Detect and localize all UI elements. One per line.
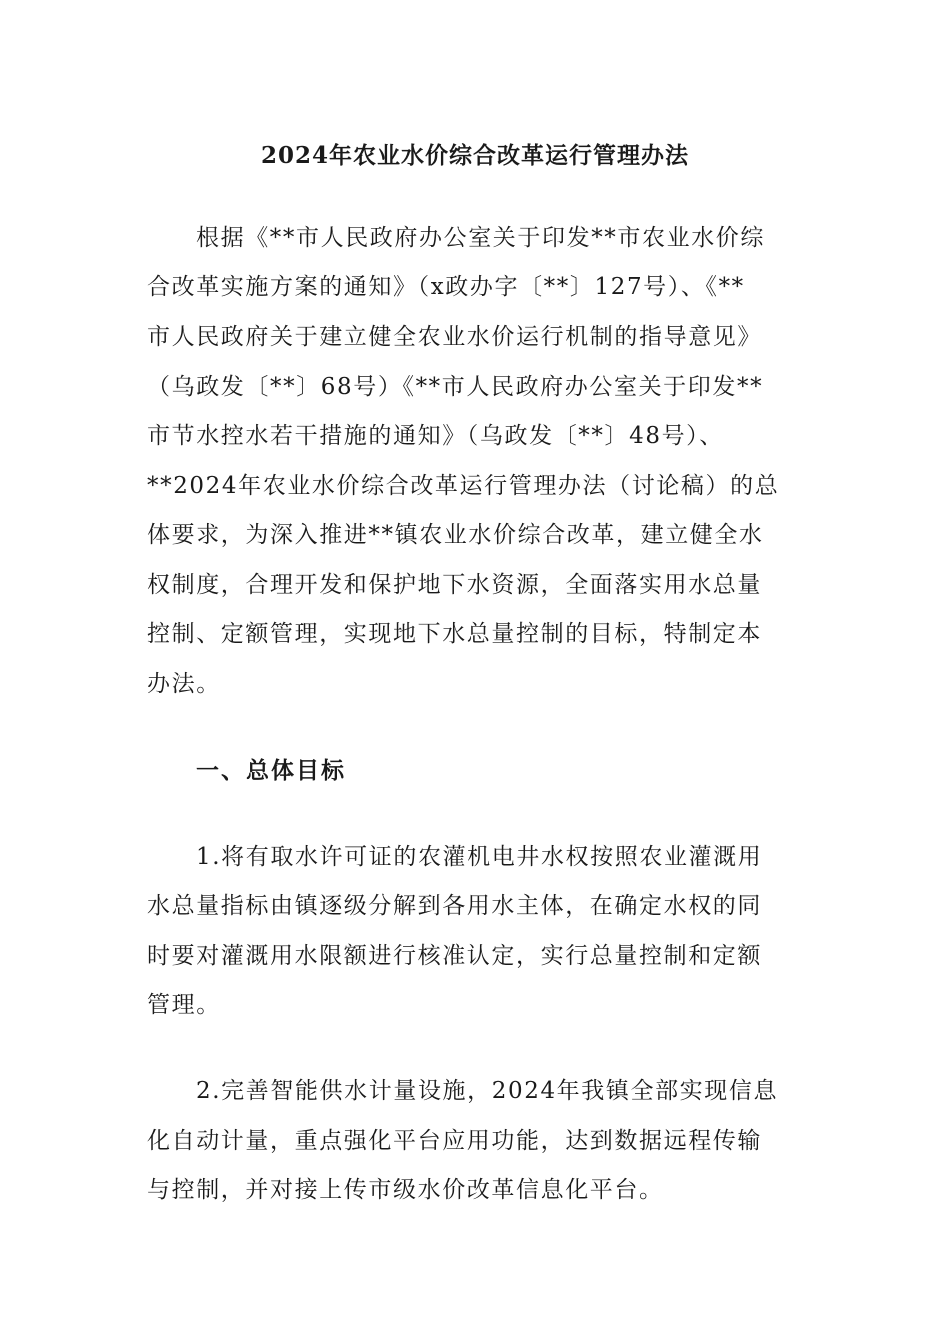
intro-line-3: 市人民政府关于建立健全农业水价运行机制的指导意见》 — [147, 324, 762, 350]
item1-line-2: 水总量指标由镇逐级分解到各用水主体，在确定水权的同 — [147, 893, 762, 919]
intro-line-5: 市节水控水若干措施的通知》（乌政发〔**〕48号）、 — [147, 423, 724, 449]
item2-line-3: 与控制，并对接上传市级水价改革信息化平台。 — [147, 1177, 664, 1203]
intro-line-1: 根据《**市人民政府办公室关于印发**市农业水价综 — [196, 225, 765, 251]
intro-line-9: 控制、定额管理，实现地下水总量控制的目标，特制定本 — [147, 621, 762, 647]
intro-line-4: （乌政发〔**〕68号）《**市人民政府办公室关于印发** — [147, 374, 764, 400]
item2-line-2: 化自动计量，重点强化平台应用功能，达到数据远程传输 — [147, 1128, 762, 1154]
section-heading-overall-goals: 一、总体目标 — [196, 757, 346, 784]
item2-line-1: 2.完善智能供水计量设施，2024年我镇全部实现信息 — [196, 1078, 779, 1104]
intro-line-7: 体要求，为深入推进**镇农业水价综合改革，建立健全水 — [147, 522, 764, 548]
intro-line-10: 办法。 — [147, 671, 221, 697]
intro-line-6: **2024年农业水价综合改革运行管理办法（讨论稿）的总 — [147, 473, 780, 499]
document-title: 2024年农业水价综合改革运行管理办法 — [260, 142, 689, 169]
item1-line-3: 时要对灌溉用水限额进行核准认定，实行总量控制和定额 — [147, 943, 762, 969]
item1-line-4: 管理。 — [147, 992, 221, 1018]
intro-line-8: 权制度，合理开发和保护地下水资源，全面落实用水总量 — [147, 572, 762, 598]
item1-line-1: 1.将有取水许可证的农灌机电井水权按照农业灌溉用 — [196, 844, 763, 870]
intro-line-2: 合改革实施方案的通知》（x政办字〔**〕127号）、《** — [147, 274, 745, 300]
